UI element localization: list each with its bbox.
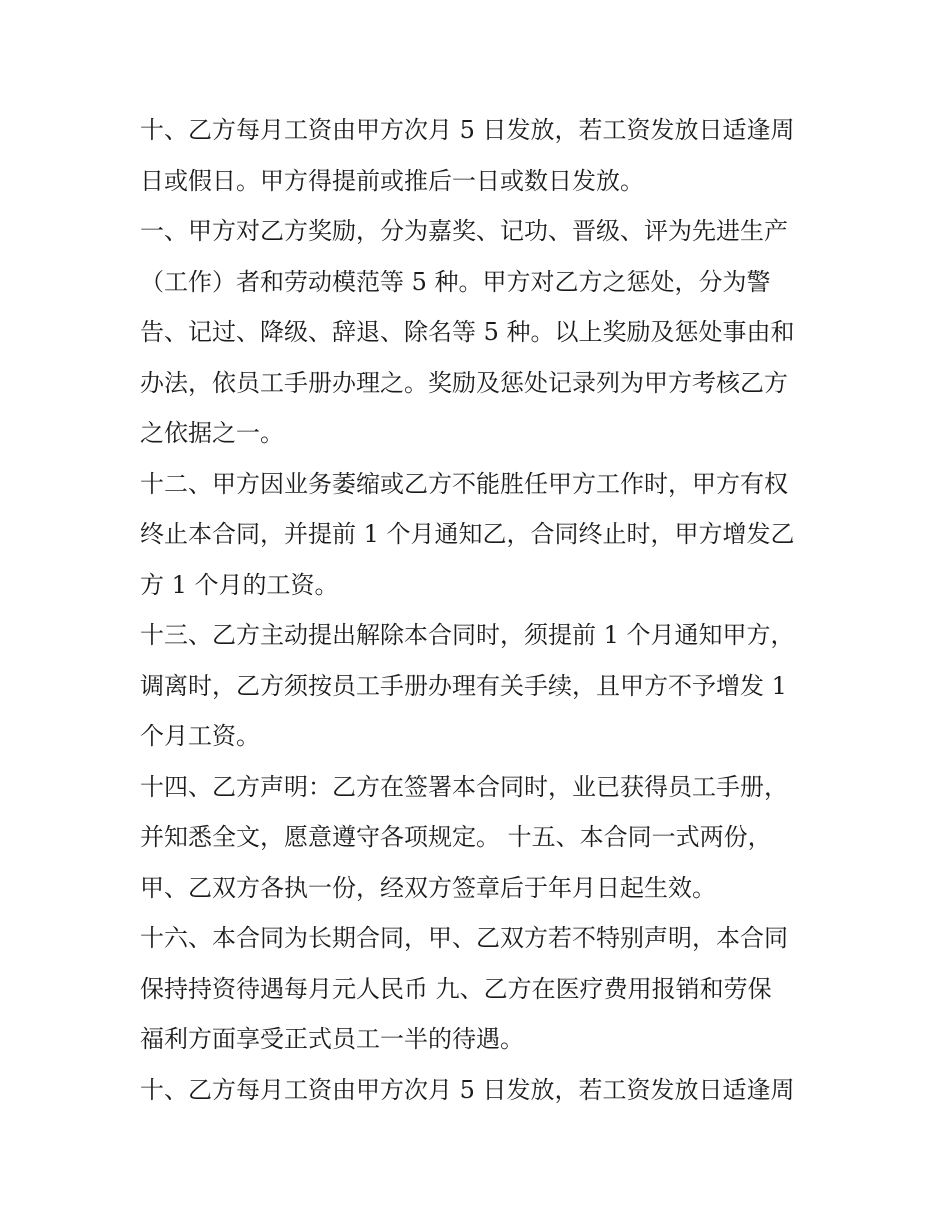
text-line: 告、记过、降级、辞退、除名等 5 种。以上奖励及惩处事由和	[140, 318, 795, 346]
text-line: 调离时，乙方须按员工手册办理有关手续，且甲方不予增发 1	[140, 671, 787, 700]
clause-13-paragraph	[140, 610, 812, 762]
text-line: 十、乙方每月工资由甲方次月 5 日发放，若工资发放日适逢周	[140, 116, 795, 144]
text-line: 一、甲方对乙方奖励，分为嘉奖、记功、晋级、评为先进生产	[140, 217, 788, 245]
text-line: 终止本合同，并提前 1 个月通知乙，合同终止时，甲方增发乙	[140, 520, 795, 548]
text-line: 并知悉全文，愿意遵守各项规定。 十五、本合同一式两份，	[140, 823, 772, 851]
text-line: 日或假日。甲方得提前或推后一日或数日发放。	[140, 166, 644, 195]
clause-10-paragraph	[140, 105, 812, 206]
text-line: 十四、乙方声明：乙方在签署本合同时，业已获得员工手册，	[140, 772, 788, 801]
clause-11-paragraph	[140, 206, 812, 459]
text-line: 十六、本合同为长期合同，甲、乙双方若不特别声明，本合同	[140, 924, 788, 952]
text-line: 十三、乙方主动提出解除本合同时，须提前 1 个月通知甲方，	[140, 621, 795, 649]
text-line: 十二、甲方因业务萎缩或乙方不能胜任甲方工作时，甲方有权	[140, 469, 788, 498]
clause-14-paragraph	[140, 762, 812, 914]
text-line: 福利方面享受正式员工一半的待遇。	[140, 1025, 524, 1053]
text-line: 甲、乙双方各执一份，经双方签章后于年月日起生效。	[140, 873, 716, 902]
text-line: 个月工资。	[140, 722, 260, 750]
clause-16-paragraph	[140, 913, 812, 1065]
text-line: 之依据之一。	[140, 419, 284, 447]
document-body	[140, 105, 812, 1115]
clause-10-repeat-paragraph	[140, 1065, 812, 1116]
text-line: （工作）者和劳动模范等 5 种。甲方对乙方之惩处，分为警	[140, 267, 771, 296]
text-line: 方 1 个月的工资。	[140, 570, 339, 599]
text-line: 办法，依员工手册办理之。奖励及惩处记录列为甲方考核乙方	[140, 368, 788, 397]
text-line: 十、乙方每月工资由甲方次月 5 日发放，若工资发放日适逢周	[140, 1075, 795, 1104]
text-line: 保持持资待遇每月元人民币 九、乙方在医疗费用报销和劳保	[140, 974, 772, 1003]
clause-12-paragraph	[140, 459, 812, 611]
